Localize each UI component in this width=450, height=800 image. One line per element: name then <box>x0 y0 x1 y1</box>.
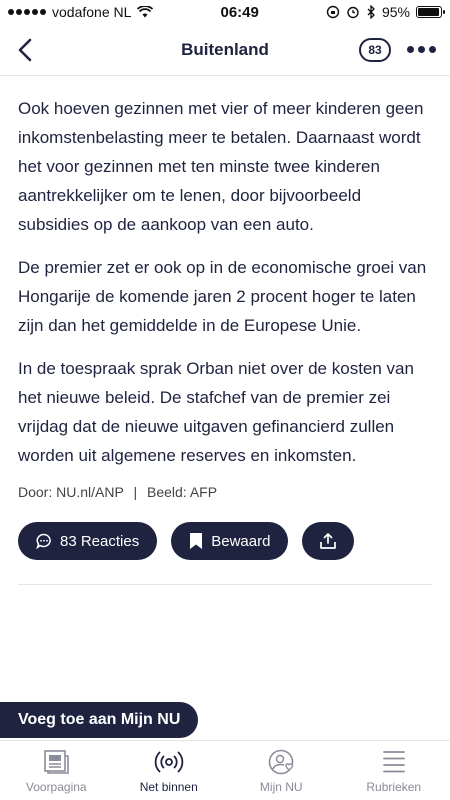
status-left <box>8 4 153 20</box>
article-actions <box>18 522 432 560</box>
list-icon <box>379 748 409 776</box>
bluetooth-icon <box>366 5 376 19</box>
author-name: NU.nl/ANP <box>56 484 124 500</box>
byline-separator: | <box>133 484 138 500</box>
image-label: Beeld: <box>146 484 187 500</box>
page-title: Buitenland <box>181 39 269 59</box>
battery-icon <box>416 6 442 18</box>
bottom-tab-bar <box>0 740 450 800</box>
tab-net-binnen[interactable] <box>113 741 226 800</box>
wifi-icon <box>137 6 153 18</box>
broadcast-icon <box>154 748 184 776</box>
image-source: AFP <box>189 484 218 500</box>
battery-percentage: 95% <box>381 4 410 20</box>
chevron-left-icon <box>18 38 32 62</box>
dot-icon <box>418 46 425 53</box>
article-header <box>0 24 450 76</box>
byline <box>18 484 432 500</box>
tab-label: Net binnen <box>139 779 198 794</box>
article-paragraph: In de toespraak sprak Orban niet over de kosten van het nieuwe beleid. De stafchef van de premier zei vrijdag dat de nieuwe uitgaven gefinancierd zullen worden uit algemene reserves en inkomsten. <box>18 359 414 465</box>
carrier-name: vodafone NL <box>52 4 132 20</box>
article-paragraph: Ook hoeven gezinnen met vier of meer kinderen geen inkomstenbelasting meer te betalen. Daarnaast wordt het voor gezinnen met ten minste twee kinderen aantrekkelijker om te lenen, door bijvoorbeeld subsidies op de aankoop van een auto. <box>18 99 424 234</box>
status-time: 06:49 <box>220 3 259 21</box>
article-paragraph: De premier zet er ook op in de economische groei van Hongarije de komende jaren 2 procent hoger te laten zijn dan het gemiddelde in de Europese Unie. <box>18 258 427 335</box>
comments-button[interactable] <box>18 522 157 560</box>
divider <box>18 584 432 585</box>
tab-mijn-nu[interactable] <box>225 741 338 800</box>
dot-icon <box>407 46 414 53</box>
status-right <box>326 4 442 20</box>
tab-label: Voorpagina <box>25 779 87 794</box>
header-actions <box>359 38 436 62</box>
article-body <box>0 76 450 585</box>
status-bar <box>0 0 450 24</box>
back-button[interactable] <box>10 35 40 65</box>
speech-bubble-icon <box>36 533 52 549</box>
save-button-label: Bewaard <box>211 532 271 550</box>
tab-rubrieken[interactable] <box>338 741 450 800</box>
tab-label: Rubrieken <box>366 779 422 794</box>
share-icon <box>319 532 337 550</box>
profile-heart-icon <box>266 748 296 776</box>
alarm-icon <box>346 5 360 19</box>
tab-voorpagina[interactable] <box>0 741 113 800</box>
comments-button-label: 83 Reacties <box>60 532 140 550</box>
author-label: Door: <box>18 484 53 500</box>
signal-icon <box>8 9 46 15</box>
newspaper-icon <box>41 748 71 776</box>
battery-fill <box>418 8 439 16</box>
more-options-button[interactable] <box>407 46 436 53</box>
dot-icon <box>429 46 436 53</box>
save-button[interactable] <box>171 522 288 560</box>
bookmark-icon <box>189 532 203 550</box>
tab-label: Mijn NU <box>259 779 303 794</box>
share-button[interactable] <box>302 522 354 560</box>
add-to-mijn-nu-button[interactable]: Voeg toe aan Mijn NU <box>0 702 198 738</box>
rotation-lock-icon <box>326 5 340 19</box>
comment-count-button[interactable]: 83 <box>359 38 391 62</box>
